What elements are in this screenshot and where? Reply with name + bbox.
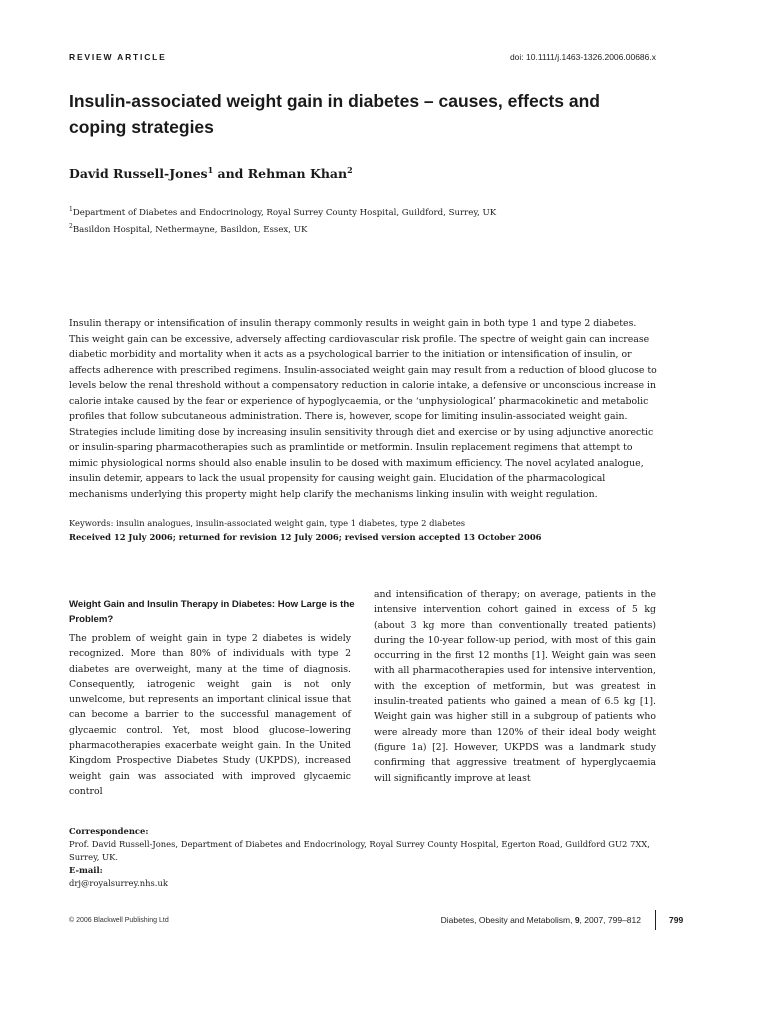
email-link[interactable]: drj@royalsurrey.nhs.uk: [69, 878, 168, 888]
correspondence-label: Correspondence:: [69, 826, 149, 836]
affiliation-marker: 2: [69, 222, 73, 230]
body-column-right: and intensification of therapy; on average, patients in the intensive intervention cohort gained in excess of 5 kg (about 3 kg more than conventionally treated patients) during the 10-year follow-up period, with most of this gain occurring in the first 12 months [1]. Weight gain was seen with all pharmacotherapies used for intensive intervention, with the exception of metformin, but was greatest in insulin-treated patients who gained a mean of 6.5 kg [1]. Weight gain was higher still in a subgroup of patients who were already more than 120% of their ideal body weight (figure 1a) [2]. However, UKPDS was a landmark study confirming that aggressive treatment of hyperglycaemia will significantly improve at least: [374, 589, 656, 784]
author-joiner: and: [213, 166, 248, 182]
affiliation-text: Basildon Hospital, Nethermayne, Basildon, Essex, UK: [72, 224, 308, 235]
doi-link[interactable]: doi: 10.1111/j.1463-1326.2006.00686.x: [509, 52, 656, 62]
correspondence-address: Prof. David Russell-Jones, Department of Diabetes and Endocrinology, Royal Surrey County Hospital, Egerton Road, Guildford GU2 7XX, Surrey, UK.: [69, 839, 650, 862]
section-tag: REVIEW ARTICLE: [69, 52, 167, 62]
affiliation-marker: 1: [69, 206, 73, 213]
section-heading: Weight Gain and Insulin Therapy in Diabetes: How Large is the Problem?: [69, 599, 355, 625]
footer-divider: [655, 910, 656, 930]
author-affiliation-marker: 2: [347, 165, 353, 175]
journal-name: Diabetes, Obesity and Metabolism,: [440, 915, 573, 925]
keywords: Keywords: insulin analogues, insulin-associated weight gain, type 1 diabetes, type 2 diabetes: [69, 518, 466, 528]
email-label: E-mail:: [69, 865, 103, 875]
author-affiliation-marker: 1: [207, 165, 214, 175]
article-title: Insulin-associated weight gain in diabetes – causes, effects and coping strategies: [69, 91, 600, 137]
journal-volume: 9: [574, 915, 580, 925]
copyright: © 2006 Blackwell Publishing Ltd: [69, 917, 169, 924]
abstract: Insulin therapy or intensification of insulin therapy commonly results in weight gain in both type 1 and type 2 diabetes. This weight gain can be excessive, adversely affecting cardiovascular risk profile. The spectre of weight gain can increase diabetic morbidity and mortality when it acts as a psychological barrier to the initiation or intensification of insulin, or affects adherence with prescribed regimens. Insulin-associated weight gain may result from a reduction of blood glucose to levels below the renal threshold without a compensatory reduction in calorie intake, a defensive or unconscious increase in calorie intake caused by the fear or experience of hypoglycaemia, or the ‘unphysiological’ pharmacokinetic and metabolic profiles that follow subcutaneous administration. There is, however, scope for limiting insulin-associated weight gain. Strategies include limiting dose by increasing insulin sensitivity through diet and exercise or by using adjunctive anorectic or insulin-sparing pharmacotherapies such as pramlintide or metformin. Insulin replacement regimens that attempt to mimic physiological norms should also enable insulin to be dosed with maximum efficiency. The novel acylated analogue, insulin detemir, appears to lack the usual propensity for causing weight gain. Elucidation of the pharmacological mechanisms underlying this property might help clarify the mechanisms linking insulin with weight regulation.: [69, 318, 657, 500]
body-column-left: The problem of weight gain in type 2 diabetes is widely recognized. More than 80% of individuals with type 2 diabetes are overweight, many at the time of diagnosis. Consequently, iatrogenic weight gain is not only unwelcome, but represents an important clinical issue that can become a barrier to the successful management of glycaemic control. Yet, most blood glucose–lowering pharmacotherapies exacerbate weight gain. In the United Kingdom Prospective Diabetes Study (UKPDS), increased weight gain was associated with improved glycaemic control: [69, 633, 351, 797]
author-list: [69, 165, 353, 181]
affiliations: [69, 203, 669, 237]
received-dates: Received 12 July 2006; returned for revision 12 July 2006; revised version accepted 13 October 2006: [69, 532, 542, 542]
author-name[interactable]: David Russell-Jones: [69, 166, 208, 182]
journal-year-pages: , 2007, 799–812: [579, 915, 641, 925]
affiliation: [69, 220, 669, 237]
journal-citation: [441, 915, 641, 925]
page-number: 799: [669, 915, 684, 925]
author-name[interactable]: Rehman Khan: [247, 166, 348, 182]
affiliation: [69, 203, 669, 220]
affiliation-text: Department of Diabetes and Endocrinology, Royal Surrey County Hospital, Guildford, Surrey, UK: [72, 207, 497, 218]
